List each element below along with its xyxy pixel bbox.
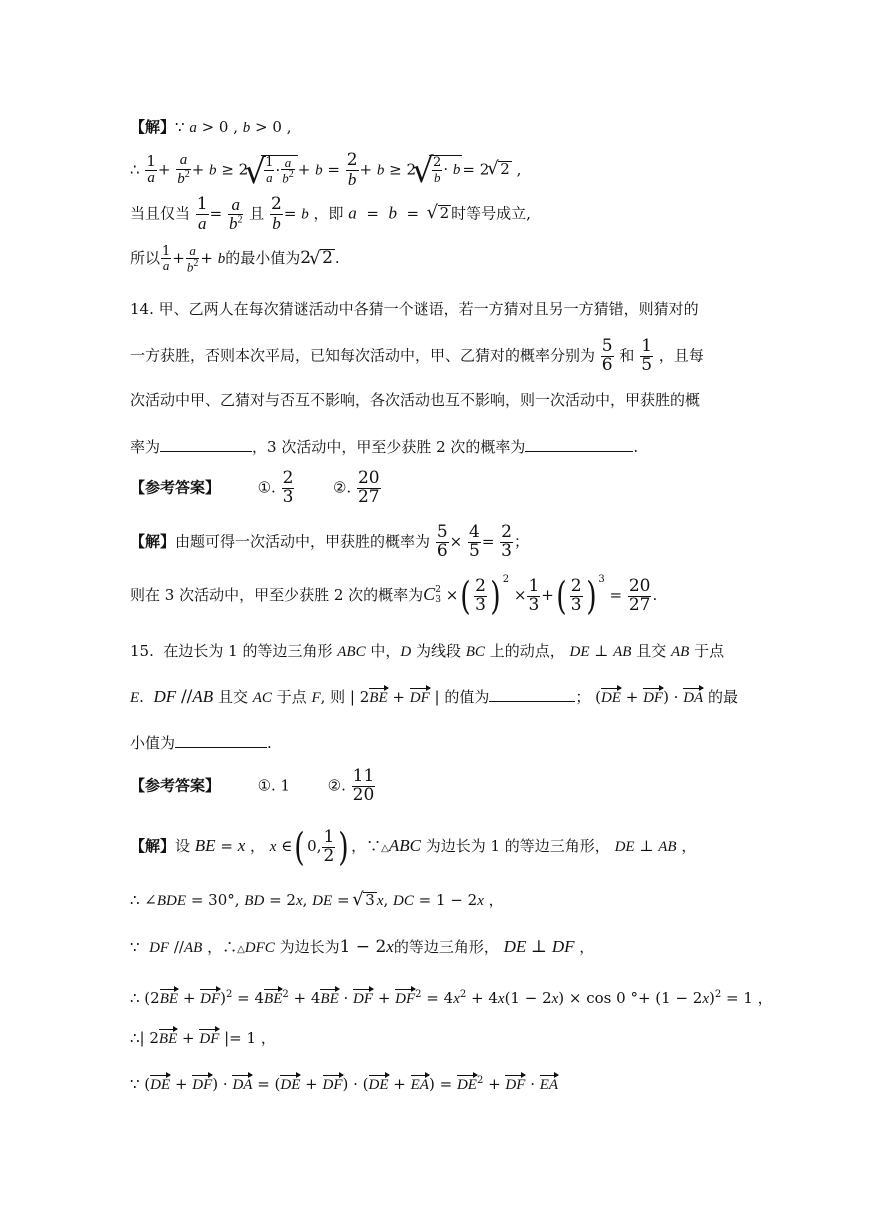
solution-15-line-1: 【解】设 BE = x ， x ∈( 0, $\frac{1}{2}$ ) ，∵△ABC 为边长为 1 的等边三角形， DE ⊥ AB ，: [130, 825, 697, 869]
solution-15-line-3: ∵ DF //AB ，∴△DFC 为边长为1 − 2x的等边三角形， DE ⊥ DF ，: [130, 937, 595, 957]
solution-13-line-2: ∴ $\frac{1}{a}$ + $\frac{a}{b^2}$ + b ≥ 2 √ $\frac{1}{a}$ · $\frac{a}{b^2}$ + b = $\frac{2}{b}$ + b ≥ 2 √ $\frac{2}{b}$ · b = 2√ 2 ,: [130, 152, 521, 189]
question-15-line-3: 小值为 .: [130, 734, 272, 752]
solution-15-line-4: ∴ $(2BE + DF)^2 = 4BE^2 + 4BE$ · DF + $DF^2 = 4x^2 + 4x(1 - 2x) \times \cos 0$ °+ $(1 - 2x)^2 = 1$ ，: [130, 989, 773, 1007]
answer-blank-2: [525, 450, 633, 452]
solution-14-line-1: 【解】由题可得一次活动中，甲获胜的概率为 $\frac{5}{6}$ × $\frac{4}{5}$ = $\frac{2}{3}$ ；: [130, 522, 529, 561]
question-14-line-3: 次活动中甲、乙猜对与否互不影响，各次活动也互不影响，则一次活动中，甲获胜的概: [130, 391, 701, 409]
question-14-line-4: 率为 ，3 次活动中，甲至少获胜 2 次的概率为 .: [130, 438, 639, 456]
solution-15-line-2: ∴ ∠BDE = 30°, BD = 2x, DE = √ 3 x, DC = 1 − 2x ，: [130, 892, 504, 909]
answer-15: 【参考答案】 ①. 1 ②. $\frac{11}{20}$: [130, 766, 375, 805]
solution-15-line-6: ∵ (DE + DF) · DA = $(DE + DF) \cdot (DE + EA) = DE^2$ + DF · EA: [130, 1075, 559, 1093]
answer-blank-4: [175, 746, 267, 748]
solution-15-line-5: ∴| 2BE + DF |= 1 ，: [130, 1029, 276, 1047]
answer-14: 【参考答案】 ①. $\frac{2}{3}$ ②. $\frac{20}{27}$: [130, 468, 380, 507]
solution-13-line-1: 【解】∵ a > 0 , b > 0 ,: [130, 118, 292, 136]
question-14-line-1: 14. 甲、乙两人在每次猜谜活动中各猜一个谜语，若一方猜对且另一方猜错，则猜对的: [130, 300, 699, 318]
question-15-line-1: 15. 在边长为 1 的等边三角形 ABC 中，D 为线段 BC 上的动点， DE ⊥ AB 且交 AB 于点: [130, 642, 725, 660]
answer-blank-3: [489, 700, 575, 702]
solution-13-line-4: 所以 $\frac{1}{a}$ + $\frac{a}{b^2}$ + b的最小值为2√ 2 .: [130, 244, 340, 274]
answer-blank-1: [160, 450, 252, 452]
question-15-line-2: E. DF //AB 且交 AC 于点 F, 则 | 2BE + DF | 的值为 ； (DE + DF) · DA 的最: [130, 687, 738, 707]
question-14-line-2: 一方获胜，否则本次平局，已知每次活动中，甲、乙猜对的概率分别为 $\frac{5}{6}$ 和 $\frac{1}{5}$ ，且每: [130, 336, 704, 375]
solution-14-line-2: 则在 3 次活动中，甲至少获胜 2 次的概率为C 2 3 ×( $\frac{2}{3}$ ) $^2$ × $\frac{1}{3}$ +( $\frac{2}{3}$ ) $^3$ = $\frac{20}{27}$ .: [130, 574, 658, 618]
solution-13-line-3: 当且仅当 $\frac{1}{a}$ = $\frac{a}{b^2}$ 且 $\frac{2}{b}$ = b ，即 a = b = √ 2 时等号成立,: [130, 196, 531, 233]
